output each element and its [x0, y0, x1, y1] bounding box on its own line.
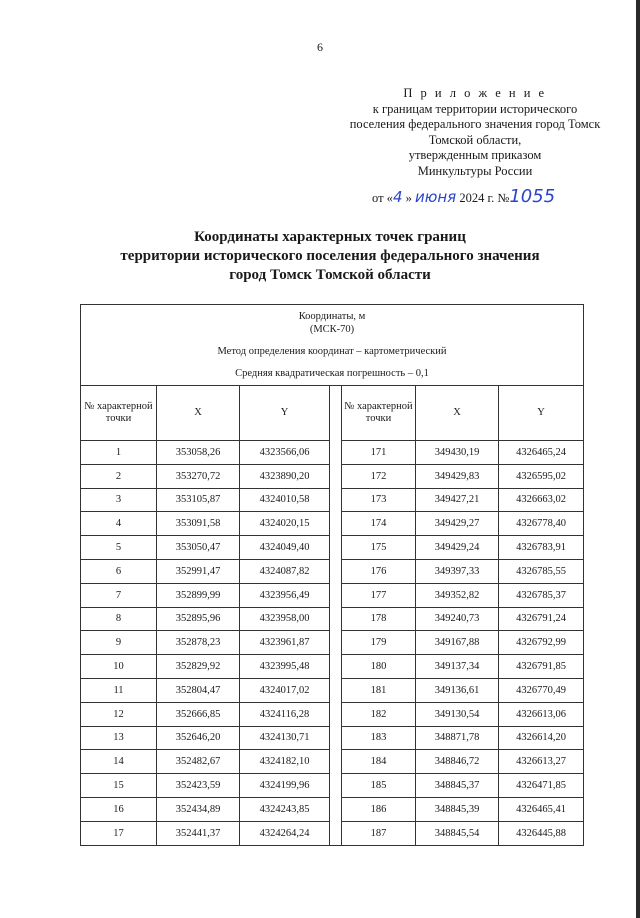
point-number-cell: 182 — [342, 702, 416, 726]
x-coordinate-cell: 352441,37 — [157, 821, 240, 845]
col-y-header: Y — [499, 386, 584, 441]
point-number-cell: 178 — [342, 607, 416, 631]
y-coordinate-cell: 4324116,28 — [240, 702, 330, 726]
column-gap — [330, 821, 342, 845]
appendix-line: Томской области, — [428, 132, 522, 147]
title-line: город Томск Томской области — [229, 267, 431, 283]
column-gap — [330, 536, 342, 560]
y-coordinate-cell: 4326465,41 — [499, 797, 584, 821]
y-coordinate-cell: 4324010,58 — [240, 488, 330, 512]
y-coordinate-cell: 4324020,15 — [240, 512, 330, 536]
x-coordinate-cell: 348845,37 — [416, 774, 499, 798]
y-coordinate-cell: 4326663,02 — [499, 488, 584, 512]
point-number-cell: 1 — [81, 441, 157, 465]
point-number-cell: 9 — [81, 631, 157, 655]
point-number-cell: 16 — [81, 797, 157, 821]
y-coordinate-cell: 4323956,49 — [240, 583, 330, 607]
appendix-block — [330, 86, 620, 179]
x-coordinate-cell: 352804,47 — [157, 678, 240, 702]
point-number-cell: 172 — [342, 464, 416, 488]
appendix-line: к границам территории исторического — [372, 101, 578, 116]
point-number-cell: 17 — [81, 821, 157, 845]
scan-edge — [636, 0, 640, 918]
x-coordinate-cell: 353058,26 — [157, 441, 240, 465]
column-gap — [330, 386, 342, 441]
point-number-cell: 177 — [342, 583, 416, 607]
x-coordinate-cell: 352895,96 — [157, 607, 240, 631]
table-row — [81, 774, 584, 798]
y-coordinate-cell: 4326791,85 — [499, 655, 584, 679]
point-number-cell: 4 — [81, 512, 157, 536]
x-coordinate-cell: 353270,72 — [157, 464, 240, 488]
point-number-cell: 187 — [342, 821, 416, 845]
x-coordinate-cell: 348845,39 — [416, 797, 499, 821]
table-row — [81, 821, 584, 845]
column-gap — [330, 774, 342, 798]
x-coordinate-cell: 349429,83 — [416, 464, 499, 488]
point-number-cell: 10 — [81, 655, 157, 679]
point-number-cell: 186 — [342, 797, 416, 821]
point-number-cell: 181 — [342, 678, 416, 702]
x-coordinate-cell: 353050,47 — [157, 536, 240, 560]
y-coordinate-cell: 4326595,02 — [499, 464, 584, 488]
x-coordinate-cell: 348871,78 — [416, 726, 499, 750]
col-x-header: X — [157, 386, 240, 441]
y-coordinate-cell: 4326471,85 — [499, 774, 584, 798]
point-number-cell: 173 — [342, 488, 416, 512]
x-coordinate-cell: 353091,58 — [157, 512, 240, 536]
y-coordinate-cell: 4324264,24 — [240, 821, 330, 845]
y-coordinate-cell: 4326614,20 — [499, 726, 584, 750]
point-number-cell: 7 — [81, 583, 157, 607]
x-coordinate-cell: 352991,47 — [157, 559, 240, 583]
y-coordinate-cell: 4326778,40 — [499, 512, 584, 536]
y-coordinate-cell: 4323958,00 — [240, 607, 330, 631]
point-number-cell: 184 — [342, 750, 416, 774]
column-gap — [330, 655, 342, 679]
point-number-cell: 12 — [81, 702, 157, 726]
page-number: 6 — [317, 40, 323, 54]
point-number-cell: 8 — [81, 607, 157, 631]
title-line: территории исторического поселения федерального значения — [120, 248, 540, 264]
column-gap — [330, 678, 342, 702]
order-mid: » — [402, 191, 415, 205]
x-coordinate-cell: 349427,21 — [416, 488, 499, 512]
document-title — [90, 228, 570, 285]
y-coordinate-cell: 4324087,82 — [240, 559, 330, 583]
column-gap — [330, 441, 342, 465]
y-coordinate-cell: 4323995,48 — [240, 655, 330, 679]
point-number-cell: 183 — [342, 726, 416, 750]
x-coordinate-cell: 352646,20 — [157, 726, 240, 750]
appendix-line: утвержденным приказом — [408, 148, 542, 162]
table-row — [81, 750, 584, 774]
table-row — [81, 655, 584, 679]
point-number-cell: 180 — [342, 655, 416, 679]
table-row — [81, 536, 584, 560]
table-row — [81, 607, 584, 631]
point-number-cell: 185 — [342, 774, 416, 798]
table-row — [81, 678, 584, 702]
point-number-cell: 175 — [342, 536, 416, 560]
table-row — [81, 702, 584, 726]
x-coordinate-cell: 349429,24 — [416, 536, 499, 560]
column-gap — [330, 583, 342, 607]
point-number-cell: 171 — [342, 441, 416, 465]
point-number-cell: 2 — [81, 464, 157, 488]
coords-header: Координаты, м — [298, 311, 366, 322]
column-gap — [330, 750, 342, 774]
table-header-block — [81, 305, 584, 386]
handwritten-day: 4 — [392, 188, 403, 206]
point-number-cell: 6 — [81, 559, 157, 583]
y-coordinate-cell: 4324182,10 — [240, 750, 330, 774]
appendix-line: поселения федерального значения город Томск — [349, 117, 601, 131]
y-coordinate-cell: 4326785,55 — [499, 559, 584, 583]
point-number-cell: 176 — [342, 559, 416, 583]
table-row — [81, 583, 584, 607]
y-coordinate-cell: 4326785,37 — [499, 583, 584, 607]
x-coordinate-cell: 349240,73 — [416, 607, 499, 631]
table-row — [81, 464, 584, 488]
y-coordinate-cell: 4324017,02 — [240, 678, 330, 702]
x-coordinate-cell: 349130,54 — [416, 702, 499, 726]
table-row — [81, 488, 584, 512]
y-coordinate-cell: 4326465,24 — [499, 441, 584, 465]
y-coordinate-cell: 4326791,24 — [499, 607, 584, 631]
col-y-header: Y — [240, 386, 330, 441]
column-gap — [330, 488, 342, 512]
y-coordinate-cell: 4324199,96 — [240, 774, 330, 798]
x-coordinate-cell: 353105,87 — [157, 488, 240, 512]
point-number-cell: 11 — [81, 678, 157, 702]
x-coordinate-cell: 349136,61 — [416, 678, 499, 702]
y-coordinate-cell: 4326613,27 — [499, 750, 584, 774]
point-number-cell: 13 — [81, 726, 157, 750]
coordinates-table — [80, 304, 584, 846]
y-coordinate-cell: 4324243,85 — [240, 797, 330, 821]
y-coordinate-cell: 4323566,06 — [240, 441, 330, 465]
x-coordinate-cell: 352878,23 — [157, 631, 240, 655]
point-number-cell: 5 — [81, 536, 157, 560]
column-gap — [330, 726, 342, 750]
table-row — [81, 441, 584, 465]
y-coordinate-cell: 4323961,87 — [240, 631, 330, 655]
y-coordinate-cell: 4326792,99 — [499, 631, 584, 655]
y-coordinate-cell: 4326445,88 — [499, 821, 584, 845]
column-gap — [330, 464, 342, 488]
col-point-header: № характерной точки — [81, 386, 157, 441]
table-row — [81, 631, 584, 655]
x-coordinate-cell: 348845,54 — [416, 821, 499, 845]
order-line — [372, 186, 592, 207]
x-coordinate-cell: 352482,67 — [157, 750, 240, 774]
error-text: Средняя квадратическая погрешность – 0,1 — [235, 368, 429, 379]
x-coordinate-cell: 349352,82 — [416, 583, 499, 607]
y-coordinate-cell: 4324049,40 — [240, 536, 330, 560]
point-number-cell: 174 — [342, 512, 416, 536]
x-coordinate-cell: 352423,59 — [157, 774, 240, 798]
x-coordinate-cell: 352434,89 — [157, 797, 240, 821]
table-row — [81, 797, 584, 821]
x-coordinate-cell: 348846,72 — [416, 750, 499, 774]
column-gap — [330, 702, 342, 726]
y-coordinate-cell: 4324130,71 — [240, 726, 330, 750]
point-number-cell: 15 — [81, 774, 157, 798]
x-coordinate-cell: 352829,92 — [157, 655, 240, 679]
point-number-cell: 179 — [342, 631, 416, 655]
column-gap — [330, 797, 342, 821]
y-coordinate-cell: 4326770,49 — [499, 678, 584, 702]
column-gap — [330, 512, 342, 536]
appendix-heading: П р и л о ж е н и е — [403, 86, 547, 100]
column-gap — [330, 631, 342, 655]
handwritten-order-number: 1055 — [509, 186, 556, 207]
y-coordinate-cell: 4323890,20 — [240, 464, 330, 488]
x-coordinate-cell: 352899,99 — [157, 583, 240, 607]
x-coordinate-cell: 352666,85 — [157, 702, 240, 726]
table-row — [81, 512, 584, 536]
x-coordinate-cell: 349397,33 — [416, 559, 499, 583]
column-gap — [330, 607, 342, 631]
col-x-header: X — [416, 386, 499, 441]
method-text: Метод определения координат – картометрический — [217, 346, 447, 357]
coord-system: (МСК-70) — [309, 324, 355, 335]
point-number-cell: 3 — [81, 488, 157, 512]
table-row — [81, 726, 584, 750]
order-prefix: от « — [372, 191, 393, 205]
handwritten-month: июня — [414, 188, 457, 206]
title-line: Координаты характерных точек границ — [194, 229, 466, 245]
column-gap — [330, 559, 342, 583]
appendix-line: Минкультуры России — [417, 163, 533, 178]
point-number-cell: 14 — [81, 750, 157, 774]
y-coordinate-cell: 4326613,06 — [499, 702, 584, 726]
x-coordinate-cell: 349137,34 — [416, 655, 499, 679]
x-coordinate-cell: 349430,19 — [416, 441, 499, 465]
y-coordinate-cell: 4326783,91 — [499, 536, 584, 560]
col-point-header: № характерной точки — [342, 386, 416, 441]
order-year: 2024 г. № — [456, 191, 510, 205]
x-coordinate-cell: 349167,88 — [416, 631, 499, 655]
x-coordinate-cell: 349429,27 — [416, 512, 499, 536]
table-row — [81, 559, 584, 583]
